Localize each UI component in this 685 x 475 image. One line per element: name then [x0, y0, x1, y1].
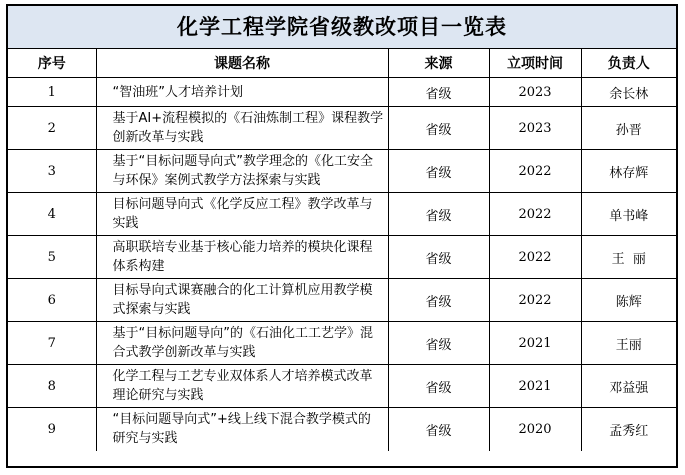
row-person: 陈辉	[581, 279, 676, 322]
row-no: 4	[8, 193, 96, 236]
row-year: 2022	[489, 150, 581, 193]
header-person: 负责人	[581, 49, 676, 78]
row-year: 2022	[489, 279, 581, 322]
row-source: 省级	[388, 279, 489, 322]
table-row	[8, 365, 676, 408]
row-no: 2	[8, 107, 96, 150]
project-table-sheet	[6, 4, 678, 468]
row-no: 8	[8, 365, 96, 408]
row-topic: “智油班”人才培养计划	[96, 78, 388, 107]
row-person: 王丽	[581, 322, 676, 365]
row-no: 1	[8, 78, 96, 107]
table-row	[8, 236, 676, 279]
row-year: 2022	[489, 193, 581, 236]
table-title: 化学工程学院省级教改项目一览表	[8, 6, 676, 49]
header-source: 来源	[388, 49, 489, 78]
header-row	[8, 49, 676, 78]
row-topic: 高职联培专业基于核心能力培养的模块化课程体系构建	[96, 236, 388, 279]
row-no: 5	[8, 236, 96, 279]
table-row	[8, 408, 676, 451]
row-person: 孟秀红	[581, 408, 676, 451]
row-person: 孙晋	[581, 107, 676, 150]
row-year: 2021	[489, 365, 581, 408]
row-topic: “目标问题导向式”+线上线下混合教学模式的研究与实践	[96, 408, 388, 451]
table-row	[8, 107, 676, 150]
table-row	[8, 193, 676, 236]
row-source: 省级	[388, 107, 489, 150]
header-no: 序号	[8, 49, 96, 78]
row-person: 林存辉	[581, 150, 676, 193]
row-year: 2021	[489, 322, 581, 365]
table-row	[8, 78, 676, 107]
table-row	[8, 322, 676, 365]
project-table	[8, 49, 676, 451]
row-no: 6	[8, 279, 96, 322]
row-topic: 基于“目标问题导向”的《石油化工工艺学》混合式教学创新改革与实践	[96, 322, 388, 365]
row-topic: 化学工程与工艺专业双体系人才培养模式改革理论研究与实践	[96, 365, 388, 408]
row-source: 省级	[388, 78, 489, 107]
header-year: 立项时间	[489, 49, 581, 78]
row-source: 省级	[388, 322, 489, 365]
row-person: 王 丽	[581, 236, 676, 279]
row-year: 2023	[489, 78, 581, 107]
row-person: 单书峰	[581, 193, 676, 236]
row-year: 2022	[489, 236, 581, 279]
row-year: 2023	[489, 107, 581, 150]
row-year: 2020	[489, 408, 581, 451]
row-topic: 基于“目标问题导向式”教学理念的《化工安全与环保》案例式教学方法探索与实践	[96, 150, 388, 193]
row-source: 省级	[388, 150, 489, 193]
row-no: 7	[8, 322, 96, 365]
row-topic: 基于AI+流程模拟的《石油炼制工程》课程教学创新改革与实践	[96, 107, 388, 150]
row-source: 省级	[388, 193, 489, 236]
row-no: 3	[8, 150, 96, 193]
row-person: 余长林	[581, 78, 676, 107]
row-topic: 目标问题导向式《化学反应工程》教学改革与实践	[96, 193, 388, 236]
row-source: 省级	[388, 236, 489, 279]
row-topic: 目标导向式课赛融合的化工计算机应用教学模式探索与实践	[96, 279, 388, 322]
row-person: 邓益强	[581, 365, 676, 408]
table-row	[8, 279, 676, 322]
row-source: 省级	[388, 365, 489, 408]
table-row	[8, 150, 676, 193]
row-no: 9	[8, 408, 96, 451]
header-topic: 课题名称	[96, 49, 388, 78]
row-source: 省级	[388, 408, 489, 451]
